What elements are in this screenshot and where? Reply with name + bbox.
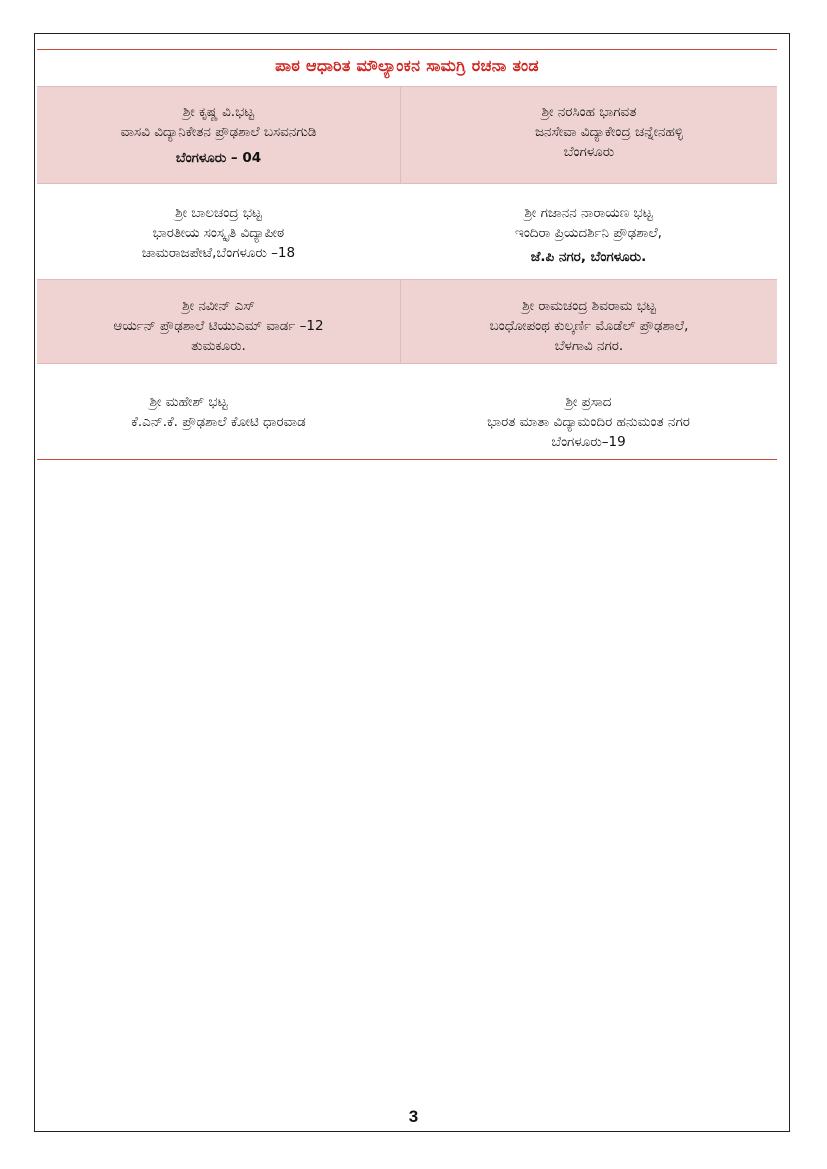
document-title: ಪಾಠ ಆಧಾರಿತ ಮೌಲ್ಯಾಂಕನ ಸಾಮಗ್ರಿ ರಚನಾ ತಂಡ — [275, 56, 539, 75]
member-name: ಶ್ರೀ ಪ್ರಸಾದ — [565, 394, 612, 410]
member-name: ಶ್ರೀ ನವೀನ್ ಎಸ್ — [182, 298, 255, 314]
member-school: ಭಾರತ ಮಾತಾ ವಿದ್ಯಾಮಂದಿರ ಹನುಮಂತ ನಗರ — [487, 414, 690, 430]
member-name: ಶ್ರೀ ರಾಮಚಂದ್ರ ಶಿವರಾಮ ಭಟ್ಟ — [522, 298, 656, 314]
member-place: ಬೆಂಗಳೂರು–19 — [551, 434, 626, 450]
member-school: ಇಂದಿರಾ ಪ್ರಿಯದರ್ಶಿನಿ ಪ್ರೌಢಶಾಲೆ, — [515, 225, 662, 241]
member-school: ಜನಸೇವಾ ವಿದ್ಯಾಕೇಂದ್ರ ಚನ್ನೇನಹಳ್ಳಿ — [534, 124, 684, 140]
member-cell-right — [400, 87, 777, 183]
bottom-rule — [37, 459, 777, 460]
member-place: ಬೆಂಗಳೂರು — [563, 144, 615, 160]
member-cell-left — [37, 87, 400, 183]
member-place: ಚಾಮರಾಜಪೇಟೆ,ಬೆಂಗಳೂರು –18 — [141, 245, 296, 261]
member-name: ಶ್ರೀ ಮಹೇಶ್ ಭಟ್ಟ — [149, 394, 228, 410]
page-number: 3 — [408, 1107, 419, 1126]
member-row-4 — [37, 364, 777, 459]
member-name: ಶ್ರೀ ಗಜಾನನ ನಾರಾಯಣ ಭಟ್ಟ — [524, 205, 653, 221]
member-cell-left — [37, 364, 400, 459]
member-place: ಜೆ.ಪಿ ನಗರ, ಬೆಂಗಳೂರು. — [530, 249, 647, 265]
member-school: ಕೆ.ಎನ್.ಕೆ. ಪ್ರೌಢಶಾಲೆ ಕೋಟಿ ಧಾರವಾಡ — [131, 414, 306, 430]
member-cell-right — [400, 184, 777, 279]
member-place: ಬೆಂಗಳೂರು – 04 — [175, 150, 262, 166]
member-cell-left — [37, 280, 400, 363]
member-cell-right — [400, 280, 777, 363]
member-name: ಶ್ರೀ ನರಸಿಂಹ ಭಾಗವತ — [541, 104, 637, 120]
member-name: ಶ್ರೀ ಕೃಷ್ಣ ವಿ.ಭಟ್ಟ — [182, 104, 255, 120]
member-row-1 — [37, 86, 777, 184]
top-rule — [37, 49, 777, 50]
member-row-2 — [37, 184, 777, 279]
member-school: ವಾಸವಿ ವಿದ್ಯಾನಿಕೇತನ ಪ್ರೌಢಶಾಲೆ ಬಸವನಗುಡಿ — [120, 124, 317, 140]
member-place: ಬೆಳಗಾವಿ ನಗರ. — [554, 338, 624, 354]
member-school: ಬಂಧೋಪಂಥ ಕುಲ್ಕರ್ಣಿ ಮೊಡೆಲ್ ಪ್ರೌಢಶಾಲೆ, — [489, 318, 689, 334]
member-place: ತುಮಕೂರು. — [191, 338, 246, 354]
member-cell-right — [400, 364, 777, 459]
member-school: ಭಾರತೀಯ ಸಂಸ್ಕೃತಿ ವಿದ್ಯಾಪೀಠ — [152, 225, 285, 241]
member-cell-left — [37, 184, 400, 279]
member-row-3 — [37, 279, 777, 364]
member-name: ಶ್ರೀ ಬಾಲಚಂದ್ರ ಭಟ್ಟ — [175, 205, 262, 221]
member-school: ಆರ್ಯನ್ ಪ್ರೌಢಶಾಲೆ ಟಿಯುಎಮ್ ವಾರ್ಡ –12 — [113, 318, 324, 334]
